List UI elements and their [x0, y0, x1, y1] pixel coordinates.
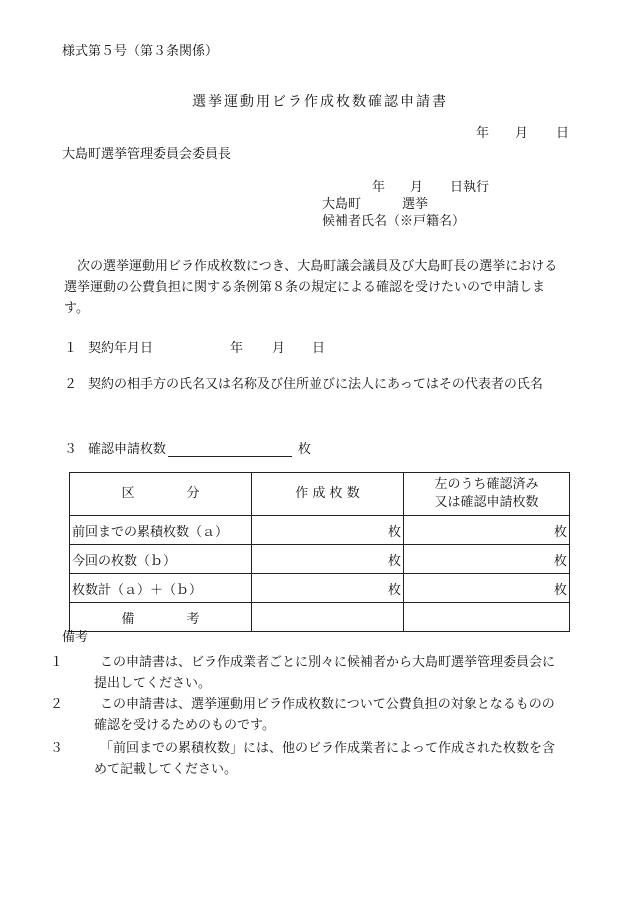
item1-day: 日: [312, 341, 326, 356]
election-label: 選挙: [402, 197, 429, 212]
table-row: [70, 574, 570, 603]
item3-underline: [168, 456, 292, 457]
item1-year: 年: [230, 341, 244, 356]
note-item: [50, 738, 562, 780]
note-number: ２: [50, 697, 64, 712]
notes-heading: 備考: [62, 630, 89, 645]
created-count-cell[interactable]: 枚: [252, 516, 404, 545]
item3-unit: 枚: [298, 442, 312, 457]
form-number: 様式第５号（第３条関係）: [62, 44, 219, 59]
table-row: [70, 516, 570, 545]
item3-label: 確認申請枚数: [88, 442, 167, 457]
confirmed-count-cell[interactable]: 枚: [404, 574, 570, 603]
remarks-cell[interactable]: [404, 603, 570, 632]
header-confirmed-line1: 左のうち確認済み: [434, 477, 539, 492]
document-title: 選挙運動用ビラ作成枚数確認申請書: [192, 94, 448, 110]
header-confirmed-line2: 又は確認申請枚数: [434, 495, 539, 510]
note-number: ３: [50, 741, 64, 756]
header-category: 区 分: [70, 473, 252, 516]
item3-number: ３: [64, 442, 78, 457]
remarks-cell[interactable]: [252, 603, 404, 632]
item1-number: １: [64, 341, 78, 356]
remarks-label: 備 考: [70, 603, 252, 632]
row-label: 今回の枚数（ｂ）: [70, 545, 252, 574]
row-label: 枚数計（ａ）＋（ｂ）: [70, 574, 252, 603]
candidate-name-label: 候補者氏名（※戸籍名）: [322, 214, 466, 229]
note-item: [50, 652, 562, 694]
table-header-row: [70, 473, 570, 516]
item1-month: 月: [272, 341, 286, 356]
created-count-cell[interactable]: 枚: [252, 574, 404, 603]
note-number: １: [50, 655, 64, 670]
row-label: 前回までの累積枚数（ａ）: [70, 516, 252, 545]
table-remarks-row: [70, 603, 570, 632]
header-confirmed: [404, 473, 570, 516]
item2-number: ２: [64, 377, 78, 392]
item1-label: 契約年月日: [88, 341, 154, 356]
header-created: 作 成 枚 数: [252, 473, 404, 516]
election-month: 月: [410, 180, 424, 195]
election-town: 大島町: [322, 197, 362, 212]
election-year: 年: [372, 180, 386, 195]
confirmed-count-cell[interactable]: 枚: [404, 545, 570, 574]
note-text: この申請書は、選挙運動用ビラ作成枚数について公費負担の対象となるものの確認を受けるためのものです。: [94, 697, 555, 733]
note-text: この申請書は、ビラ作成業者ごとに別々に候補者から大島町選挙管理委員会に提出してください。: [94, 655, 556, 691]
table-row: [70, 545, 570, 574]
date-day: 日: [556, 126, 570, 141]
application-body: 次の選挙運動用ビラ作成枚数につき、大島町議会議員及び大島町長の選挙における選挙運動の公費負担に関する条例第８条の規定による確認を受けたいので申請します。: [64, 259, 558, 316]
count-table: [69, 472, 570, 632]
date-year: 年: [476, 126, 490, 141]
confirmed-count-cell[interactable]: 枚: [404, 516, 570, 545]
election-day: 日執行: [450, 180, 490, 195]
note-item: [50, 694, 562, 736]
item2-label: 契約の相手方の氏名又は名称及び住所並びに法人にあってはその代表者の氏名: [88, 377, 543, 392]
created-count-cell[interactable]: 枚: [252, 545, 404, 574]
note-text: 「前回までの累積枚数」には、他のビラ作成業者によって作成された枚数を含めて記載してください。: [94, 741, 556, 777]
recipient: 大島町選挙管理委員会委員長: [62, 147, 232, 162]
date-month: 月: [515, 126, 529, 141]
